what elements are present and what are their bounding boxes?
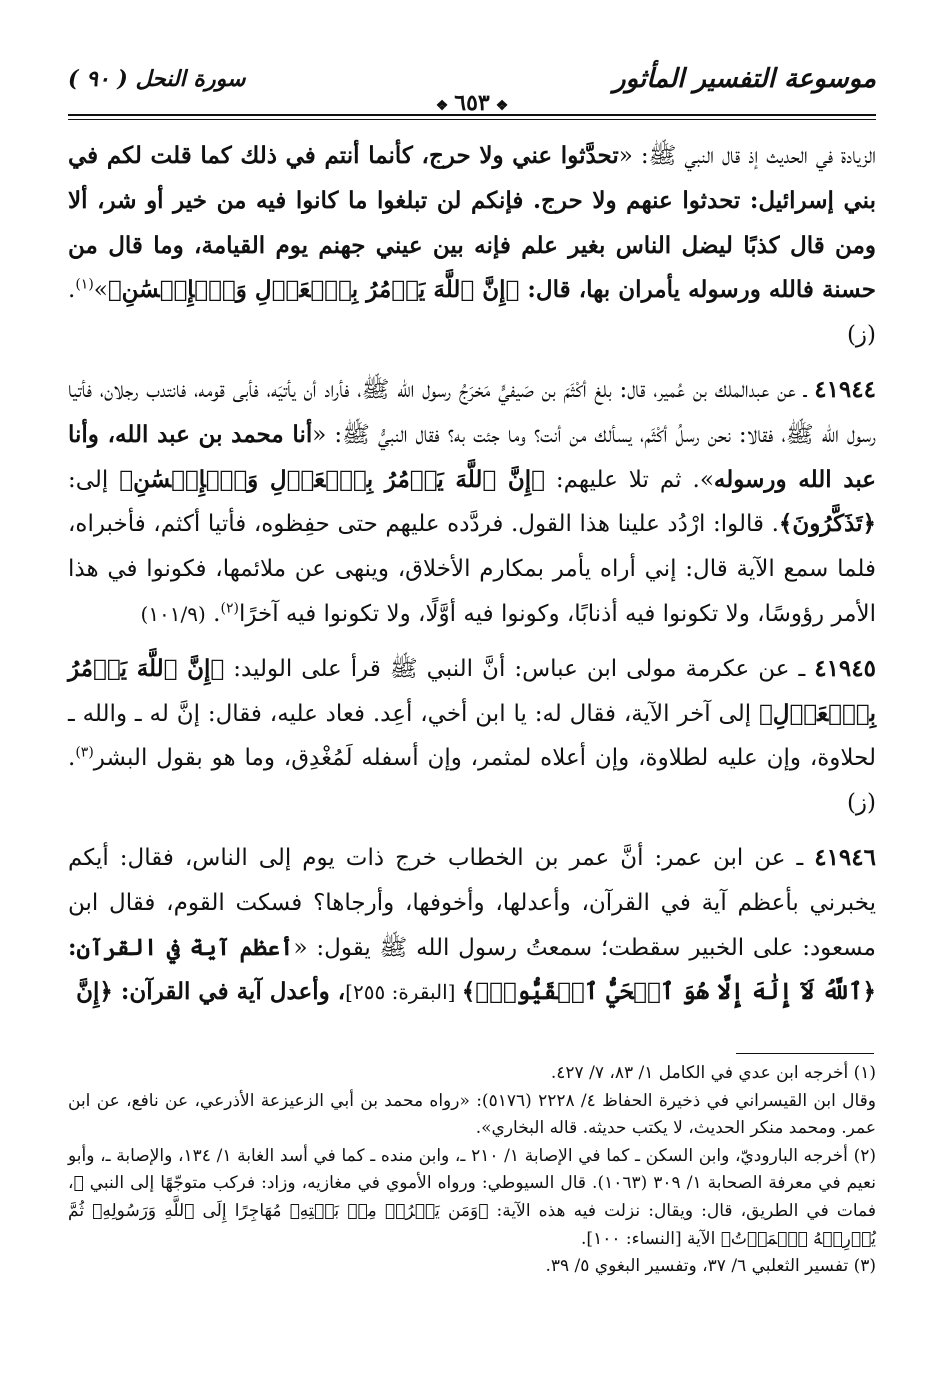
footnote-1-note: وقال ابن القيسراني في ذخيرة الحفاظ ٤/ ٢٢٢٨ (٥١٧٦): «رواه محمد بن أبي الزعيزعة الأذرعي، عن نافع، عن ابن عمر. ومحمد منكر الحديث، لا يكتب حديثه. قاله البخاري». [68, 1090, 876, 1139]
text-run: ـ عن ابن عمر: أنَّ عمر بن الخطاب خرج ذات يوم إلى الناس، فقال: أيكم يخبرني بأعظم آية في القرآن، وأعدلها، وأخوفها، وأرجاها؟ فسكت القوم، فقال ابن مسعود: على الخبير سقطت؛ سمعتُ رسول الله ﷺ يقول: « [68, 844, 876, 961]
text-run: إلى آخر الآية، فقال له: يا ابن أخي، أعِد. فعاد عليه، فقال: إنَّ له ـ والله ـ لحلاوة، وإن عليه لطلاوة، وإن أعلاه لمثمر، وإن أسفله لَمُغْدِق، وما هو بقول البشر [68, 700, 876, 772]
page-number: ٦٥٣ [454, 90, 490, 116]
paragraph-continuation [68, 134, 876, 358]
text-run: ـ عن عكرمة مولى ابن عباس: أنَّ النبي ﷺ قرأ على الوليد: [224, 655, 815, 682]
hadith-text: تحدَّثوا عني ولا حرج، كأنما أنتم في ذلك كما قلت لكم في بني إسرائيل: تحدثوا عنهم ولا حرج. فإنكم لن تبلغوا ما كانوا فيه من خير أو شر، ألا ومن قال كذبًا ليضل الناس بغير علم فإنه بين عيني جهنم يوم القيامة، وما قال من حسنة فالله ورسوله يأمران بها، قال: [68, 142, 876, 304]
book-title: موسوعة التفسير المأثور [613, 64, 876, 94]
surah-reference: [البقرة: ٢٥٥] [345, 980, 462, 1005]
narration-number: ٤١٩٤٥ [814, 654, 876, 682]
quran-verse: ﴿تَذَكَّرُونَ﴾ [778, 510, 876, 538]
header-rule-thin [68, 119, 876, 120]
ornament-icon: ❖ [495, 98, 509, 114]
footnote-separator [736, 1053, 874, 1054]
volume-reference: (١٠١/٩) [140, 601, 206, 626]
quran-verse: ﴿إِنَّ ٱللَّهَ يَأۡمُرُ بِٱلۡعَدۡلِ وَٱلۡإِحۡسَٰنِ﴾ [107, 276, 520, 304]
narration-number: ٤١٩٤٤ [814, 375, 876, 403]
quran-verse: ﴿إِنَّ ٱللَّهَ يَأۡمُرُ بِٱلۡعَدۡلِ﴾ [68, 654, 876, 727]
narration-41946 [68, 836, 876, 1015]
text-run: . قالوا: ارْدُد علينا هذا القول. فردَّده عليهم حتى حفِظوه، فأتيا أكثم، فأخبراه، فلما سمع الآية قال: إني أراه يأمر بمكارم الأخلاق، وينهى عن ملائمها، فكونوا في هذا الأمر رؤوسًا، ولا تكونوا فيه أذنابًا، وكونوا فيه أوَّلًا، ولا تكونوا فيه آخرًا [68, 511, 876, 627]
text-run: إلى: [68, 466, 120, 493]
text-run: . [205, 600, 221, 627]
text-run: . (ز) [68, 277, 876, 349]
quran-verse: ﴿إِنَّ ٱللَّهَ يَأۡمُرُ بِٱلۡعَدۡلِ وَٱلۡإِحۡسَٰنِ﴾ [119, 465, 545, 493]
text-run: الزيادة في الحديث إذ قال النبي ﷺ: « [618, 143, 876, 169]
page-number-line [68, 90, 876, 116]
hadith-text: أنا محمد بن عبد الله، وأنا عبد الله ورسوله [68, 420, 876, 493]
text-run: » [93, 277, 108, 304]
ornament-icon: ❖ [435, 98, 449, 114]
footnote-marker[interactable]: (٣) [75, 744, 94, 761]
footnote-3: (٣) تفسير الثعلبي ٦/ ٣٧، وتفسير البغوي ٥/ ٣٩. [545, 1256, 876, 1277]
hadith-text: ، وأعدل آية في القرآن: [112, 978, 346, 1006]
narration-41945 [68, 647, 876, 826]
text-run: ـ عن عبدالملك بن عُمير، قال: بلغ أكْثَمَ بن صَيفيٍّ مَخرَجُ رسول الله ﷺ، فأراد أن يأتيَه، فأبى قومه، فانتدب رجلان، فأتيا رسول الله ﷺ، فقالا: نحن رسلُ أكْثَم، يسألك من أنت؟ وما جئت به؟ فقال النبيُّ ﷺ: « [68, 376, 876, 448]
footnotes [68, 1060, 876, 1281]
footnote-marker[interactable]: (١) [75, 276, 94, 293]
main-text [68, 134, 876, 1015]
hadith-text: أعظم آية في القرآن: [68, 933, 294, 961]
quran-verse: ﴿ٱللَّهُ لَآ إِلَٰهَ إِلَّا هُوَ ٱلۡحَيُّ ٱلۡقَيُّومُۚ﴾ [461, 978, 876, 1006]
text-run: . (ز) [68, 745, 876, 817]
quran-verse: ﴿إِنَّ [76, 978, 113, 1006]
header-rule [68, 114, 876, 116]
sura-label: سورة النحل ( ٩٠ ) [68, 66, 246, 92]
page-header [68, 60, 876, 116]
footnote-2: (٢) أخرجه الباروديّ، وابن السكن ـ كما في الإصابة ١/ ٢١٠ ـ، وابن منده ـ كما في أسد الغابة ١/ ١٣٤، والإصابة ـ، وأبو نعيم في معرفة الصحابة ١/ ٣٠٩ (١٠٦٣). قال السيوطي: ورواه الأموي في مغازيه، وزاد: فركب متوجّهًا إلى النبي ﷺ، فمات في الطريق، قال: ويقال: نزلت فيه هذه الآية: ﴿وَمَن يَخۡرُجۡ مِنۢ بَيۡتِهِۦ مُهَاجِرًا إِلَى ٱللَّهِ وَرَسُولِهِۦ ثُمَّ يُدۡرِكۡهُ ٱلۡمَوۡتُ﴾ الآية [النساء: ١٠٠]. [68, 1145, 876, 1249]
footnote-marker[interactable]: (٢) [220, 600, 239, 617]
text-run: ». ثم تلا عليهم: [544, 466, 714, 493]
narration-41944 [68, 368, 876, 637]
footnote-1: (١) أخرجه ابن عدي في الكامل ١/ ٨٣، ٧/ ٤٢٧. [550, 1063, 876, 1083]
narration-number: ٤١٩٤٦ [814, 843, 876, 871]
